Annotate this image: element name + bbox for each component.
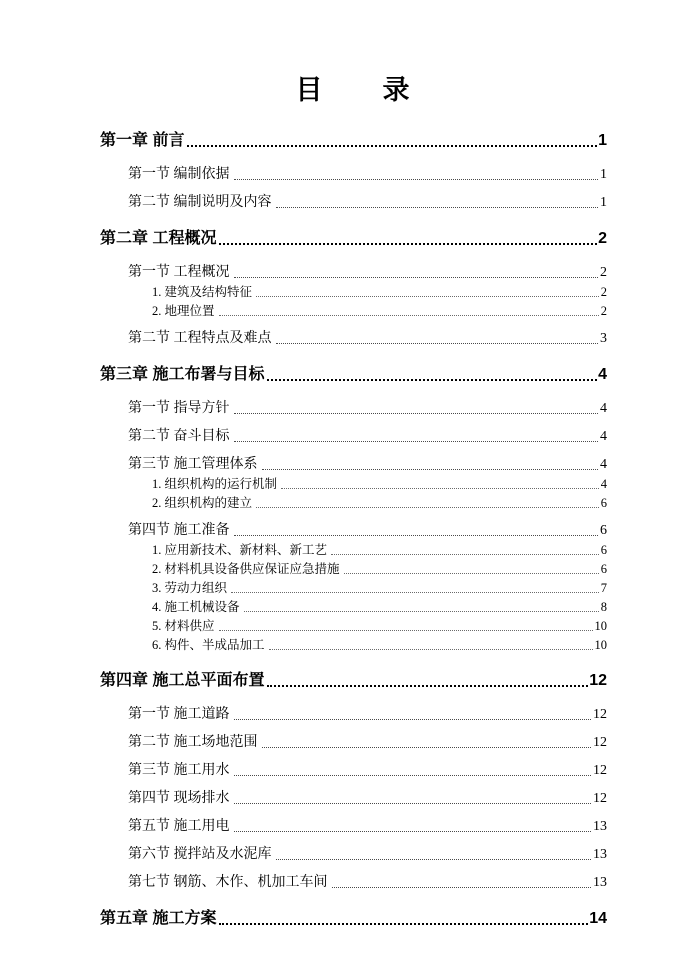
dot-leader xyxy=(256,507,599,508)
toc-entry-label: 1. 建筑及结构特征 xyxy=(152,285,253,299)
toc-section-row[interactable] xyxy=(100,751,607,779)
toc-entry-page: 4 xyxy=(600,477,607,491)
toc-entry-page: 12 xyxy=(589,672,607,689)
dot-leader xyxy=(262,747,592,748)
dot-leader xyxy=(276,343,599,344)
toc-entry-label: 第三节 施工管理体系 xyxy=(128,457,258,472)
toc-entry-page: 2 xyxy=(600,285,607,299)
toc-entry-label: 第一节 工程概况 xyxy=(128,265,230,280)
dot-leader xyxy=(276,207,599,208)
dot-leader xyxy=(234,803,592,804)
toc-entry-page: 13 xyxy=(593,847,607,862)
toc-entry-label: 第五章 施工方案 xyxy=(100,910,217,927)
toc-entry-page: 7 xyxy=(600,581,607,595)
toc-entry-label: 第一节 编制依据 xyxy=(128,167,230,182)
toc-subitem-row[interactable] xyxy=(100,300,607,319)
toc-chapter-row[interactable] xyxy=(100,222,607,248)
toc-subitem-row[interactable] xyxy=(100,539,607,558)
toc-title: 目 录 xyxy=(295,75,412,105)
toc-section-row[interactable] xyxy=(100,723,607,751)
toc-entry-page: 6 xyxy=(600,496,607,510)
toc-entry-label: 第五节 施工用电 xyxy=(128,819,230,834)
dot-leader xyxy=(234,719,592,720)
dot-leader xyxy=(267,379,597,381)
toc-entry-page: 6 xyxy=(600,562,607,576)
dot-leader xyxy=(244,611,599,612)
toc-subitem-row[interactable] xyxy=(100,615,607,634)
toc-section-row[interactable] xyxy=(100,389,607,417)
toc-section-row[interactable] xyxy=(100,863,607,891)
toc-entry-page: 1 xyxy=(600,167,607,182)
dot-leader xyxy=(234,831,592,832)
toc-entry-label: 2. 材料机具设备供应保证应急措施 xyxy=(152,562,340,576)
dot-leader xyxy=(234,277,599,278)
toc-entry-page: 3 xyxy=(600,331,607,346)
dot-leader xyxy=(262,469,599,470)
toc-entry-page: 12 xyxy=(593,707,607,722)
dot-leader xyxy=(231,592,599,593)
toc-entry-page: 4 xyxy=(600,429,607,444)
dot-leader xyxy=(234,179,599,180)
toc-entry-page: 1 xyxy=(598,132,607,149)
toc-section-row[interactable] xyxy=(100,807,607,835)
toc-entry-label: 2. 地理位置 xyxy=(152,304,215,318)
dot-leader xyxy=(234,413,599,414)
toc-entry-page: 10 xyxy=(594,619,607,633)
dot-leader xyxy=(331,554,599,555)
toc-entry-label: 1. 应用新技术、新材料、新工艺 xyxy=(152,543,328,557)
dot-leader xyxy=(234,441,599,442)
toc-entry-label: 第四章 施工总平面布置 xyxy=(100,672,265,689)
toc-entry-page: 2 xyxy=(598,230,607,247)
toc-entry-page: 1 xyxy=(600,195,607,210)
toc-subitem-row[interactable] xyxy=(100,577,607,596)
toc-section-row[interactable] xyxy=(100,253,607,281)
toc-entry-label: 第一章 前言 xyxy=(100,132,185,149)
toc-entry-page: 13 xyxy=(593,819,607,834)
toc-entry-page: 10 xyxy=(594,638,607,652)
dot-leader xyxy=(219,315,599,316)
toc-entry-label: 第四节 施工准备 xyxy=(128,523,230,538)
toc-entry-page: 12 xyxy=(593,791,607,806)
toc-entry-page: 2 xyxy=(600,304,607,318)
toc-entry-page: 2 xyxy=(600,265,607,280)
toc-entry-page: 12 xyxy=(593,763,607,778)
toc-section-row[interactable] xyxy=(100,319,607,347)
toc-entry-label: 第四节 现场排水 xyxy=(128,791,230,806)
toc-entry-label: 2. 组织机构的建立 xyxy=(152,496,253,510)
toc-entry-page: 12 xyxy=(593,735,607,750)
toc-entry-label: 3. 劳动力组织 xyxy=(152,581,228,595)
toc-entry-label: 第二节 施工场地范围 xyxy=(128,735,258,750)
toc-subitem-row[interactable] xyxy=(100,634,607,653)
toc-entry-page: 14 xyxy=(589,910,607,927)
toc-section-row[interactable] xyxy=(100,417,607,445)
toc-entry-label: 第二节 编制说明及内容 xyxy=(128,195,272,210)
dot-leader xyxy=(344,573,599,574)
toc-chapter-row[interactable] xyxy=(100,664,607,690)
dot-leader xyxy=(256,296,599,297)
toc-entry-label: 第二节 奋斗目标 xyxy=(128,429,230,444)
dot-leader xyxy=(269,649,593,650)
toc-entry-label: 5. 材料供应 xyxy=(152,619,215,633)
toc-chapter-row[interactable] xyxy=(100,358,607,384)
dot-leader xyxy=(187,145,597,147)
dot-leader xyxy=(219,923,588,925)
dot-leader xyxy=(219,630,593,631)
toc-subitem-row[interactable] xyxy=(100,558,607,577)
dot-leader xyxy=(219,243,597,245)
dot-leader xyxy=(281,488,599,489)
toc-chapter-row[interactable] xyxy=(100,902,607,928)
toc-entry-page: 8 xyxy=(600,600,607,614)
toc-entry-label: 6. 构件、半成品加工 xyxy=(152,638,265,652)
toc-entry-label: 第一节 施工道路 xyxy=(128,707,230,722)
toc-entry-label: 第六节 搅拌站及水泥库 xyxy=(128,847,272,862)
toc-section-row[interactable] xyxy=(100,511,607,539)
toc-section-row[interactable] xyxy=(100,445,607,473)
toc-entry-page: 6 xyxy=(600,523,607,538)
toc-entry-label: 第二章 工程概况 xyxy=(100,230,217,247)
toc-chapter-row[interactable] xyxy=(100,124,607,150)
toc-section-row[interactable] xyxy=(100,183,607,211)
toc-entry-label: 1. 组织机构的运行机制 xyxy=(152,477,278,491)
toc-entry-label: 第三章 施工布署与目标 xyxy=(100,366,265,383)
toc-section-row[interactable] xyxy=(100,155,607,183)
toc-entry-label: 第七节 钢筋、木作、机加工车间 xyxy=(128,875,328,890)
dot-leader xyxy=(267,685,588,687)
toc-entry-page: 13 xyxy=(593,875,607,890)
toc-entry-label: 4. 施工机械设备 xyxy=(152,600,240,614)
dot-leader xyxy=(276,859,592,860)
toc-entry-page: 4 xyxy=(598,366,607,383)
toc-entry-label: 第二节 工程特点及难点 xyxy=(128,331,272,346)
toc-entry-label: 第三节 施工用水 xyxy=(128,763,230,778)
toc-subitem-row[interactable] xyxy=(100,281,607,300)
toc-section-row[interactable] xyxy=(100,779,607,807)
dot-leader xyxy=(234,535,599,536)
toc-subitem-row[interactable] xyxy=(100,596,607,615)
toc-subitem-row[interactable] xyxy=(100,473,607,492)
toc-subitem-row[interactable] xyxy=(100,492,607,511)
toc-entry-page: 4 xyxy=(600,457,607,472)
toc-section-row[interactable] xyxy=(100,835,607,863)
dot-leader xyxy=(234,775,592,776)
toc-entry-page: 4 xyxy=(600,401,607,416)
dot-leader xyxy=(332,887,592,888)
toc-entry-label: 第一节 指导方针 xyxy=(128,401,230,416)
toc-section-row[interactable] xyxy=(100,695,607,723)
toc-entry-page: 6 xyxy=(600,543,607,557)
